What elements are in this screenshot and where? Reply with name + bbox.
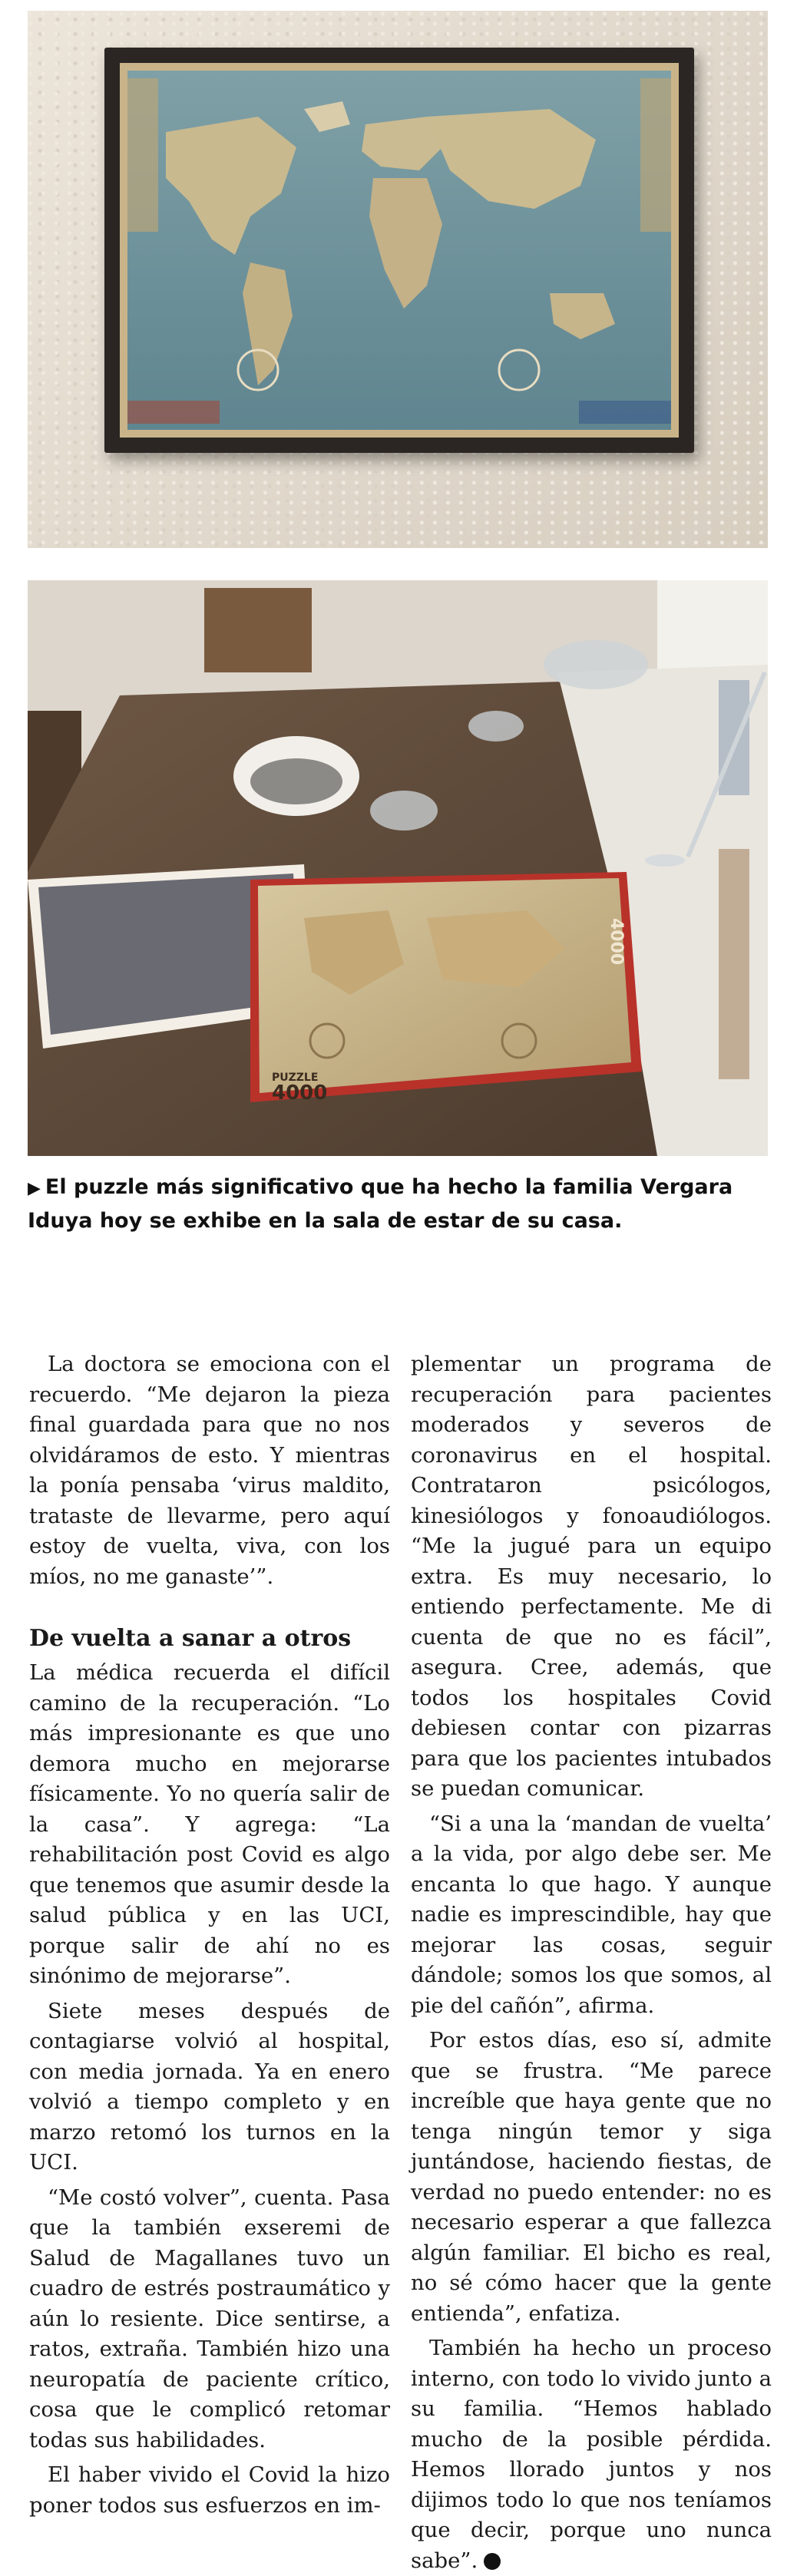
end-of-article-icon [484,2553,501,2570]
paragraph: “Si a una la ‘mandan de vuelta’ a la vida, por algo debe ser. Me encanta lo que hago. Y aunque nadie es imprescindible, hay que mejorar las cosas, seguir dándole; somos los que somos, al pie del cañón”, afirma. [411,1811,772,2018]
world-map-image [120,63,679,438]
paragraph [411,2333,772,2576]
paragraph: El haber vivido el Covid la hizo poner todos sus esfuerzos en im- [29,2462,390,2518]
paragraph: plementar un programa de recuperación para pacientes moderados y severos de coronavirus en el hospital. Contrataron psicólogos, kinesiólogos y fonoaudiólogos. “Me la jugué para un equipo extra. Es muy necesario, lo entiendo perfectamente. Me di cuenta de que no es fácil”, asegura. Cree, además, que todos los hospitales Covid debiesen contar con pizarras para que los pacientes intubados se puedan comunicar. [411,1352,772,1801]
article-column-left [29,1349,390,2521]
photo-caption [28,1171,768,1237]
final-paragraph-text: También ha hecho un proceso interno, con todo lo vivido junto a su familia. “Hemos hablado mucho de la posible pérdida. Hemos llorado juntos y nos dijimos todo lo que nos teníamos que decir, porque uno nunca sabe”. [411,2336,772,2573]
box-side-count-label: 4000 [607,918,626,966]
wall-map-photo [28,11,768,548]
paragraph: Siete meses después de contagiarse volvió al hospital, con media jornada. Ya en enero volvió a tiempo completo y en marzo retomó los turnos en la UCI. [29,1998,390,2175]
paragraph: La doctora se emociona con el recuerdo. “Me dejaron la pieza final guardada para que no nos olvidáramos de esto. Y mientras la ponía pensaba ‘virus maldito, trataste de llevarme, pero aquí estoy de vuelta, viva, con los míos, no me ganaste’”. [29,1352,390,1589]
paragraph: “Me costó volver”, cuenta. Pasa que la también exseremi de Salud de Magallanes tuvo un cuadro de estrés postraumático y aún lo resiente. Dice sentirse, a ratos, extraña. También hizo una neuropatía de paciente crítico, cosa que le complicó retomar todas sus habilidades. [29,2185,390,2452]
box-count-label: 4000 [272,1082,328,1105]
picture-frame [104,48,694,453]
box-brand-label: PUZZLE [272,1072,319,1084]
paragraph: La médica recuerda el difícil camino de la recuperación. “Lo más impresionante es que uno demora mucho en mejorarse físicamente. Yo no quería salir de la casa”. Y agrega: “La rehabilitación post Covid es algo que tenemos que asumir desde la salud pública y en las UCI, porque salir de ahí no es sinónimo de mejorarse”. [29,1660,390,1988]
caption-text: El puzzle más significativo que ha hecho la familia Vergara Iduya hoy se exhibe en la sala de estar de su casa. [28,1175,733,1233]
caption-arrow-icon: ▶ [28,1179,41,1198]
paragraph: Por estos días, eso sí, admite que se frustra. “Me parece increíble que haya gente que no tenga ningún temor y siga juntándose, haciendo fiestas, de verdad no puedo entender: no es necesario esperar a que fallezca algún familiar. El bicho es real, no sé cómo hacer que la gente entienda”, enfatiza. [411,2028,772,2326]
article-column-right [411,1349,772,2576]
section-heading: De vuelta a sanar a otros [29,1625,352,1652]
table-puzzle-photo [28,580,768,1156]
